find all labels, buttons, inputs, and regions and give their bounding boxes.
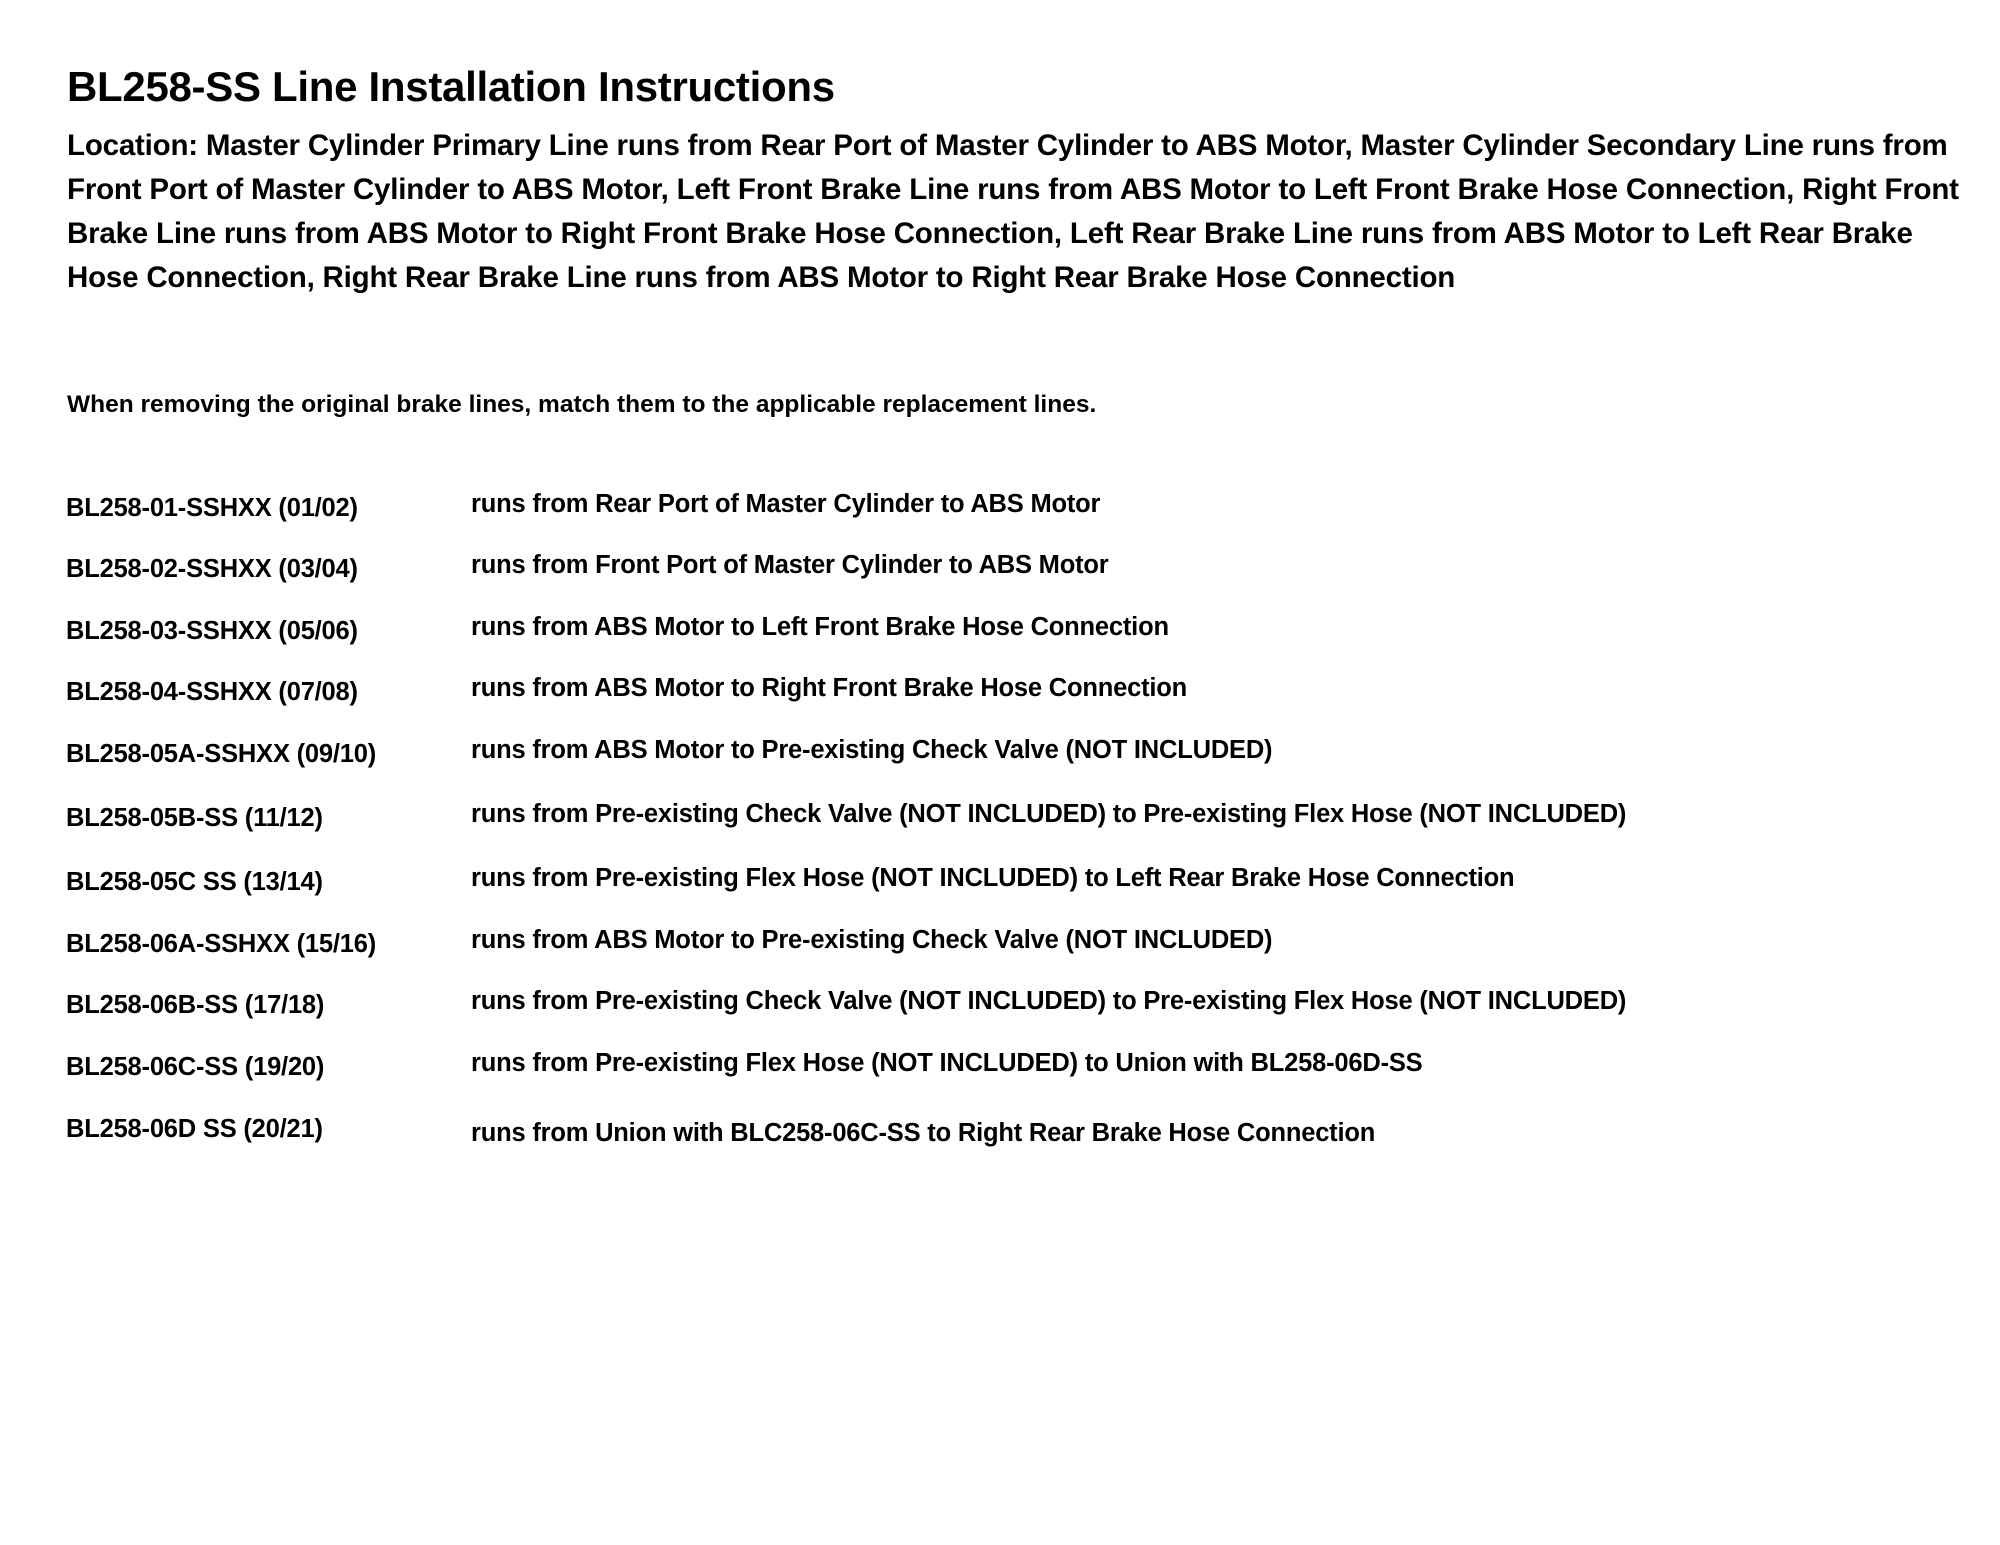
part-number: BL258-06B-SS (17/18): [66, 991, 325, 1019]
page-title: BL258-SS Line Installation Instructions: [67, 63, 835, 110]
line-description: runs from ABS Motor to Right Front Brake Hose Connection: [471, 674, 1188, 702]
part-number: BL258-02-SSHXX (03/04): [66, 555, 358, 583]
line-row: [0, 551, 2000, 591]
line-description: runs from ABS Motor to Left Front Brake Hose Connection: [471, 613, 1169, 641]
line-row: [0, 1049, 2000, 1089]
part-number: BL258-05C SS (13/14): [66, 868, 323, 896]
line-description: runs from Front Port of Master Cylinder to ABS Motor: [471, 551, 1109, 579]
part-number: BL258-06A-SSHXX (15/16): [66, 930, 377, 958]
line-description: runs from Pre-existing Check Valve (NOT INCLUDED) to Pre-existing Flex Hose (NOT INCLUDED): [471, 800, 1627, 828]
line-description: runs from Rear Port of Master Cylinder to ABS Motor: [471, 490, 1101, 518]
line-description: runs from ABS Motor to Pre-existing Check Valve (NOT INCLUDED): [471, 926, 1273, 954]
line-row: [0, 800, 2000, 840]
line-row: [0, 613, 2000, 653]
part-number: BL258-06C-SS (19/20): [66, 1053, 325, 1081]
line-row: [0, 987, 2000, 1027]
part-number: BL258-01-SSHXX (01/02): [66, 494, 358, 522]
line-row: [0, 926, 2000, 966]
line-row: [0, 490, 2000, 530]
line-description: runs from Pre-existing Check Valve (NOT INCLUDED) to Pre-existing Flex Hose (NOT INCLUDED): [471, 987, 1627, 1015]
line-description: runs from Pre-existing Flex Hose (NOT INCLUDED) to Union with BL258-06D-SS: [471, 1049, 1423, 1077]
part-number: BL258-04-SSHXX (07/08): [66, 678, 358, 706]
line-row: [0, 736, 2000, 776]
line-description: runs from Pre-existing Flex Hose (NOT INCLUDED) to Left Rear Brake Hose Connection: [471, 864, 1515, 892]
instruction-text: When removing the original brake lines, match them to the applicable replacement lines.: [67, 391, 1097, 418]
line-row: [0, 1111, 2000, 1151]
line-row: [0, 864, 2000, 904]
location-paragraph: Location: Master Cylinder Primary Line runs from Rear Port of Master Cylinder to ABS Motor, Master Cylinder Secondary Line runs from Front Port of Master Cylinder to ABS Motor, Left Front Brake Line runs from ABS Motor to Left Front Brake Hose Connection, Right Front Brake Line runs from ABS Motor to Right Front Brake Hose Connection, Left Rear Brake Line runs from ABS Motor to Left Rear Brake Hose Connection, Right Rear Brake Line runs from ABS Motor to Right Rear Brake Hose Connection: [67, 129, 1959, 294]
line-row: [0, 674, 2000, 714]
line-description: runs from ABS Motor to Pre-existing Check Valve (NOT INCLUDED): [471, 736, 1273, 764]
part-number: BL258-06D SS (20/21): [66, 1115, 323, 1143]
part-number: BL258-05A-SSHXX (09/10): [66, 740, 377, 768]
line-description: runs from Union with BLC258-06C-SS to Right Rear Brake Hose Connection: [471, 1119, 1376, 1147]
part-number: BL258-03-SSHXX (05/06): [66, 617, 358, 645]
part-number: BL258-05B-SS (11/12): [66, 804, 323, 832]
